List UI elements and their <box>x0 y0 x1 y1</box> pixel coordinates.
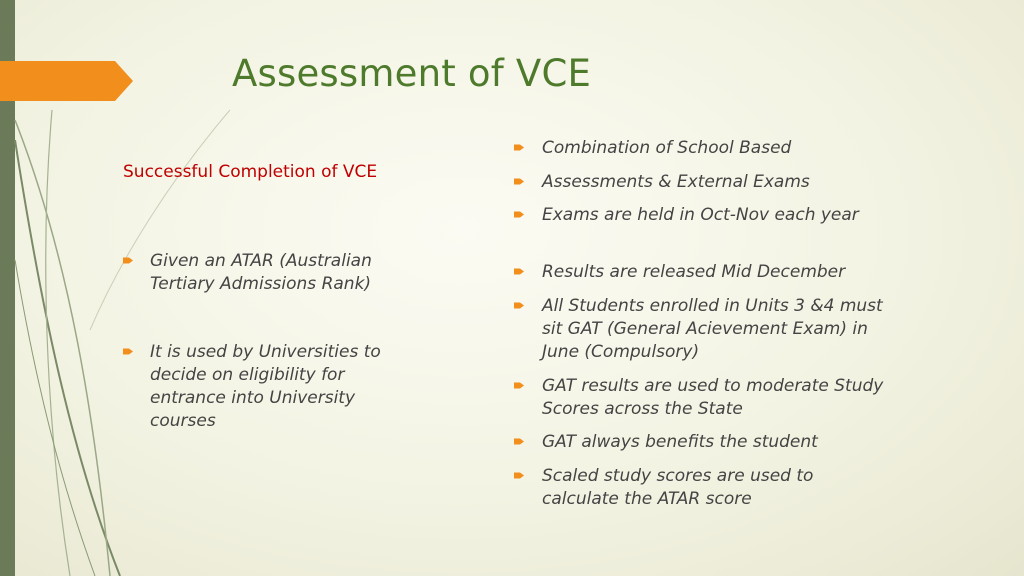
arrow-bullet-icon <box>514 381 524 390</box>
right-bullet-text: Scaled study scores are used to calculate the ATAR score <box>542 466 814 509</box>
right-bullet-text: GAT results are used to moderate Study Scores across the State <box>542 376 884 419</box>
right-bullet-text: All Students enrolled in Units 3 &4 must sit GAT (General Acievement Exam) in June (Compulsory) <box>542 296 883 362</box>
right-bullet-item <box>514 295 884 364</box>
right-bullet-text: Combination of School Based <box>542 138 792 158</box>
arrow-bullet-icon <box>123 256 133 265</box>
left-bullet-item <box>123 250 403 296</box>
arrow-bullet-icon <box>514 210 524 219</box>
arrow-bullet-icon <box>514 143 524 152</box>
arrow-bullet-icon <box>123 347 133 356</box>
right-bullet-item <box>514 171 884 194</box>
right-bullet-item <box>514 465 884 511</box>
right-bullet-item <box>514 375 884 421</box>
arrow-bullet-icon <box>514 301 524 310</box>
right-bullet-text: Assessments & External Exams <box>542 172 810 192</box>
right-bullet-text: Results are released Mid December <box>542 262 846 282</box>
arrow-bullet-icon <box>514 437 524 446</box>
orange-arrow-tab <box>0 61 133 101</box>
right-bullet-item <box>514 137 884 160</box>
slide-title: Assessment of VCE <box>232 52 592 95</box>
left-bullet-text: Given an ATAR (Australian Tertiary Admissions Rank) <box>150 251 372 294</box>
right-bullet-item <box>514 204 884 227</box>
arrow-bullet-icon <box>514 471 524 480</box>
arrow-bullet-icon <box>514 177 524 186</box>
right-bullet-item <box>514 261 884 284</box>
right-bullet-text: Exams are held in Oct-Nov each year <box>542 205 859 225</box>
left-bullet-text: It is used by Universities to decide on eligibility for entrance into University courses <box>150 342 381 431</box>
right-bullet-item <box>514 431 884 454</box>
left-bullet-item <box>123 341 403 433</box>
arrow-bullet-icon <box>514 267 524 276</box>
right-bullet-text: GAT always benefits the student <box>542 432 818 452</box>
left-heading: Successful Completion of VCE <box>123 162 378 182</box>
